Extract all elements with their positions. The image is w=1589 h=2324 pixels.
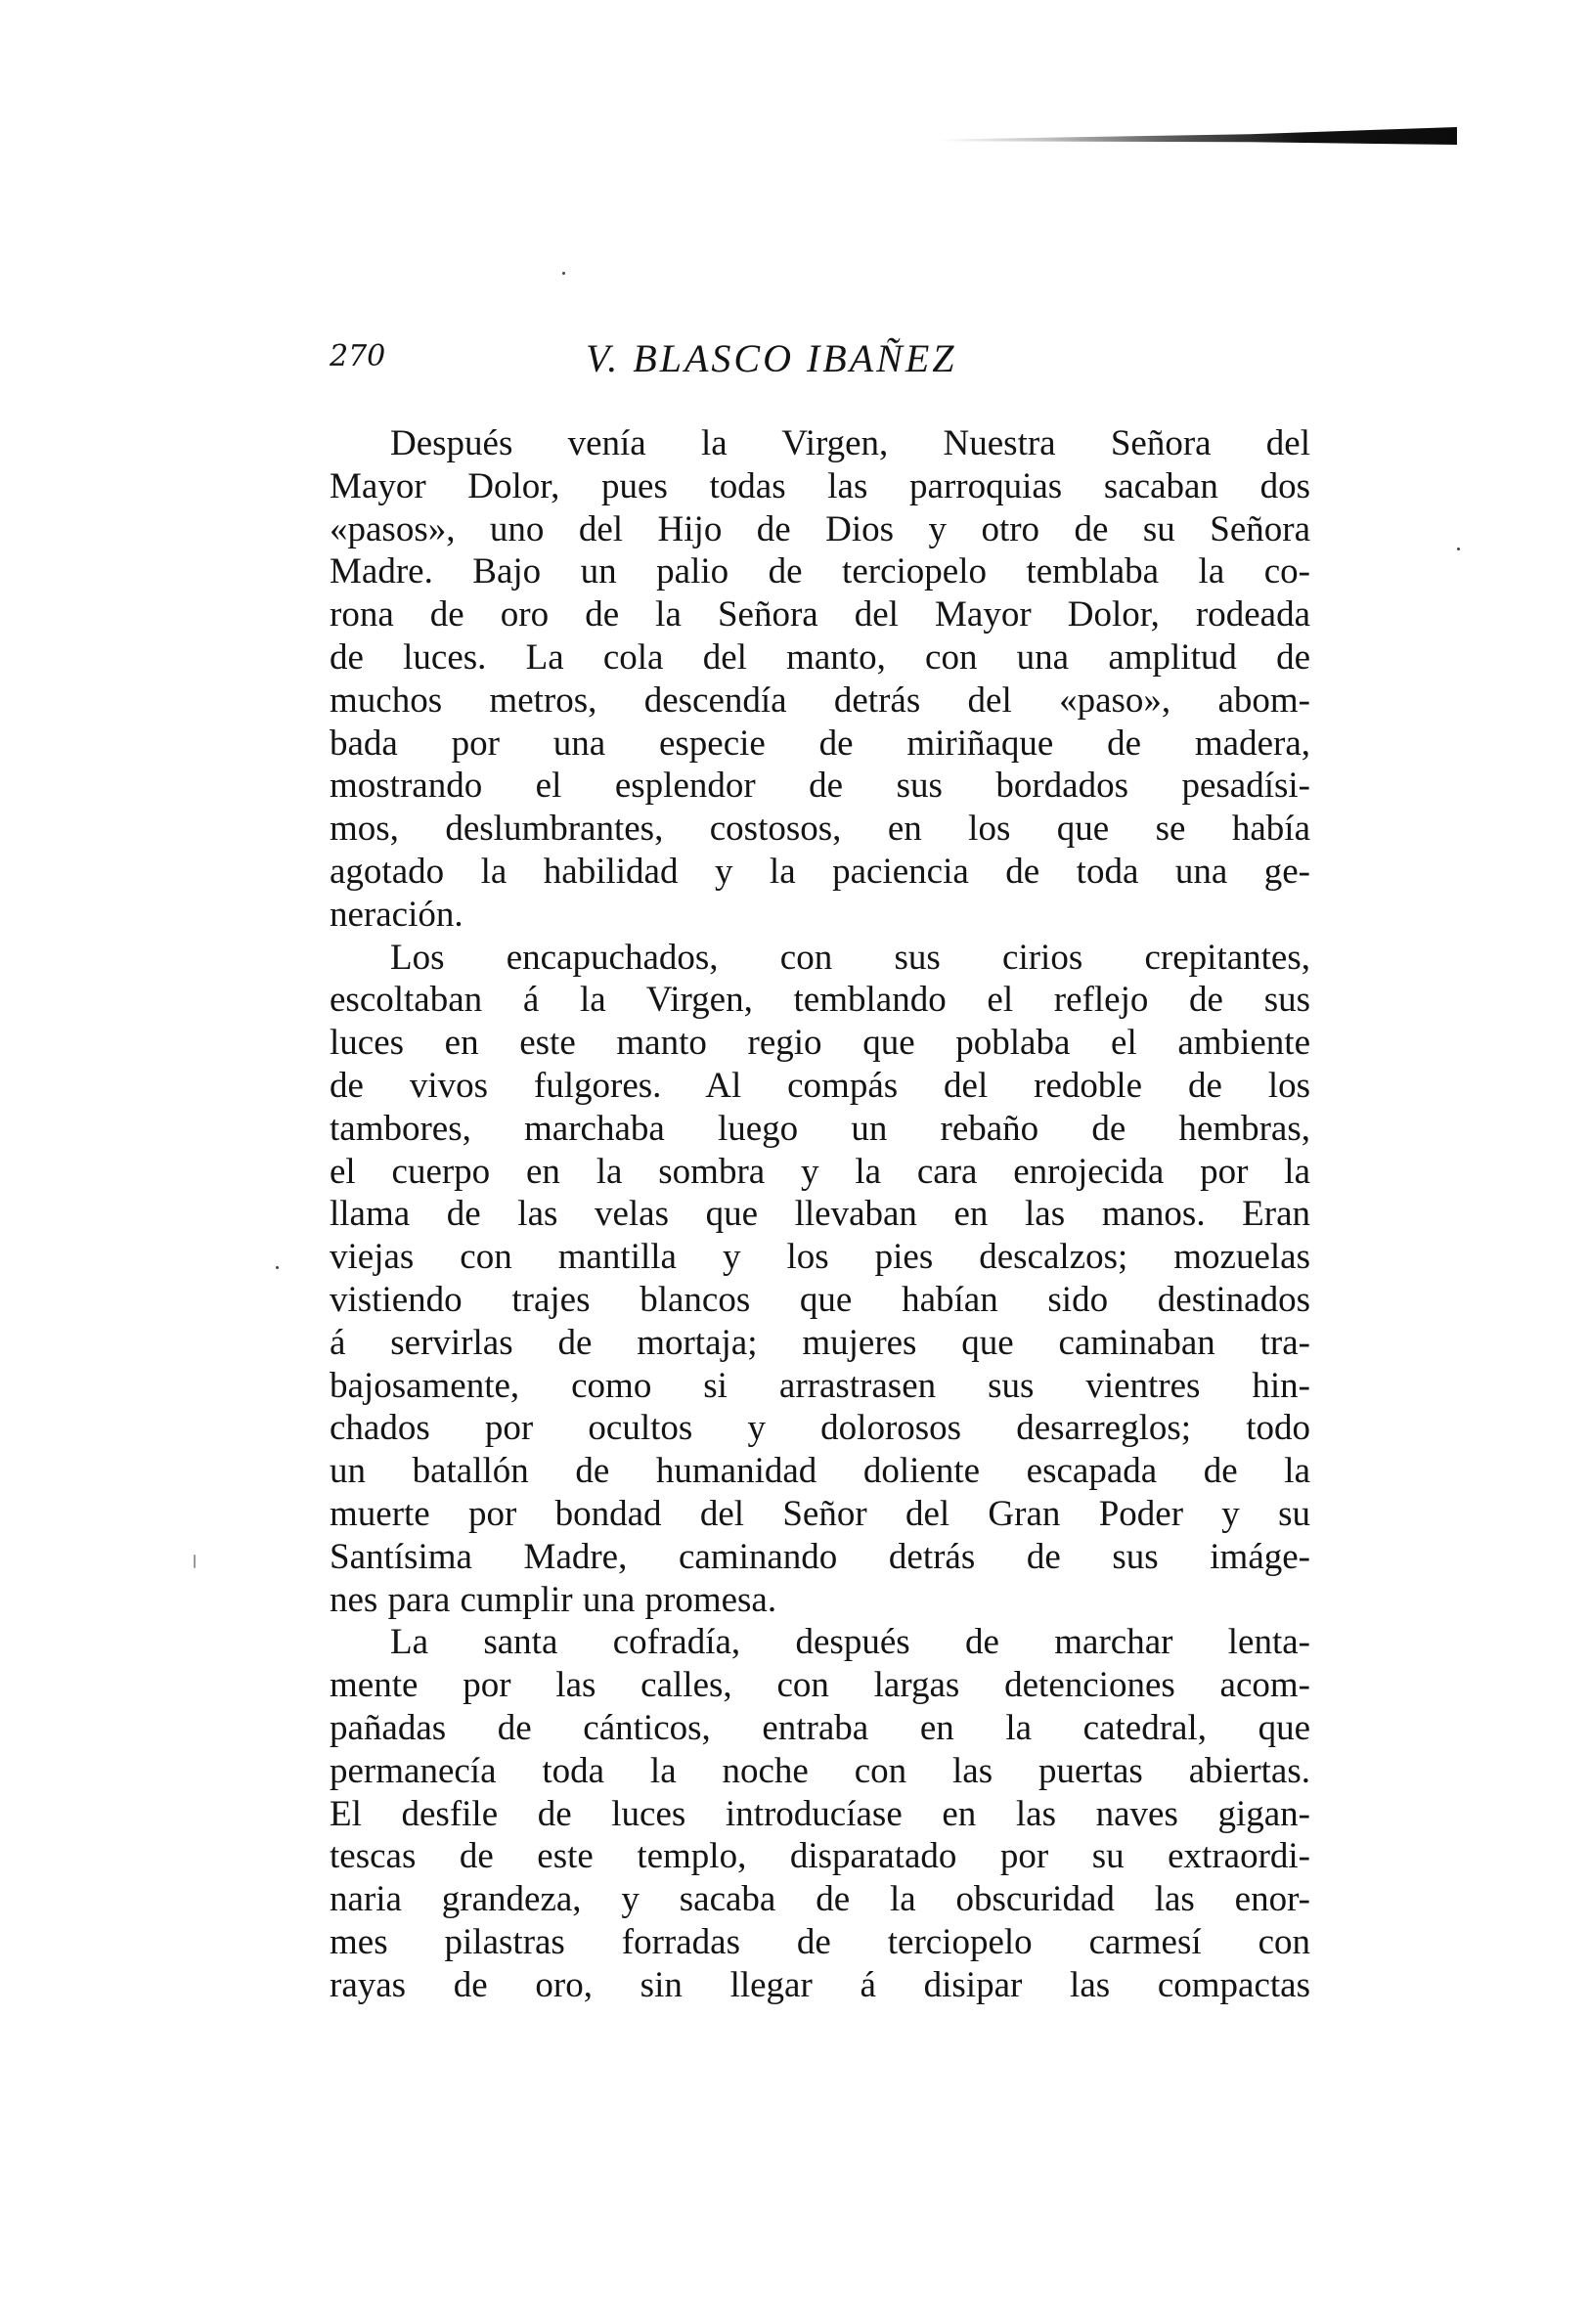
- running-header: [330, 337, 1307, 386]
- text-line: vistiendo trajes blancos que habían sido destinados: [330, 1279, 1310, 1320]
- text-line: naria grandeza, y sacaba de la obscuridad las enor-: [330, 1879, 1310, 1920]
- text-line: mos, deslumbrantes, costosos, en los que se había: [330, 809, 1310, 850]
- text-line: llama de las velas que llevaban en las manos. Eran: [330, 1194, 1310, 1235]
- text-line: tambores, marchaba luego un rebaño de hembras,: [330, 1108, 1310, 1149]
- paper-speck: [276, 1266, 279, 1269]
- text-line: nes para cumplir una promesa.: [330, 1579, 777, 1620]
- text-line: muerte por bondad del Señor del Gran Poder y su: [330, 1493, 1310, 1534]
- running-head-author: V. BLASCO IBAÑEZ: [586, 336, 957, 380]
- body-text: [330, 422, 1310, 2006]
- text-line: á servirlas de mortaja; mujeres que caminaban tra-: [330, 1322, 1310, 1363]
- text-line: agotado la habilidad y la paciencia de toda una ge-: [330, 851, 1310, 892]
- text-line: rona de oro de la Señora del Mayor Dolor, rodeada: [330, 594, 1310, 636]
- text-line: de vivos fulgores. Al compás del redoble de los: [330, 1065, 1310, 1106]
- text-line: muchos metros, descendía detrás del «paso», abom-: [330, 680, 1310, 721]
- text-line: de luces. La cola del manto, con una amplitud de: [330, 636, 1310, 678]
- text-line: neración.: [330, 894, 463, 935]
- text-line: luces en este manto regio que poblaba el ambiente: [330, 1023, 1310, 1064]
- text-line: mes pilastras forradas de terciopelo carmesí con: [330, 1921, 1310, 1962]
- text-line: pañadas de cánticos, entraba en la catedral, que: [330, 1707, 1310, 1748]
- text-line: permanecía toda la noche con las puertas abiertas.: [330, 1750, 1310, 1791]
- text-line: «pasos», uno del Hijo de Dios y otro de su Señora: [330, 508, 1310, 549]
- paper-speck: [194, 1555, 196, 1568]
- text-line: La santa cofradía, después de marchar lenta-: [390, 1622, 1310, 1663]
- paper-speck: [1457, 548, 1460, 550]
- text-line: mente por las calles, con largas detenciones acom-: [330, 1665, 1310, 1706]
- text-line: Mayor Dolor, pues todas las parroquias sacaban dos: [330, 465, 1310, 506]
- text-line: mostrando el esplendor de sus bordados pesadísi-: [330, 766, 1310, 807]
- text-line: bada por una especie de miriñaque de madera,: [330, 723, 1310, 764]
- text-line: rayas de oro, sin llegar á disipar las compactas: [330, 1964, 1310, 2005]
- text-line: un batallón de humanidad doliente escapada de la: [330, 1451, 1310, 1492]
- page-number: 270: [330, 339, 386, 373]
- text-line: viejas con mantilla y los pies descalzos; mozuelas: [330, 1237, 1310, 1278]
- text-line: Santísima Madre, caminando detrás de sus imáge-: [330, 1536, 1310, 1577]
- printed-rule-mark: [939, 127, 1457, 145]
- text-line: tescas de este templo, disparatado por su extraordi-: [330, 1836, 1310, 1877]
- text-line: el cuerpo en la sombra y la cara enrojecida por la: [330, 1151, 1310, 1192]
- text-line: Después venía la Virgen, Nuestra Señora del: [390, 423, 1310, 463]
- text-line: chados por ocultos y dolorosos desarreglos; todo: [330, 1408, 1310, 1449]
- text-line: Madre. Bajo un palio de terciopelo temblaba la co-: [330, 551, 1310, 592]
- text-line: El desfile de luces introducíase en las naves gigan-: [330, 1793, 1310, 1834]
- text-line: Los encapuchados, con sus cirios crepitantes,: [390, 937, 1310, 978]
- paper-speck: [562, 272, 565, 275]
- text-line: bajosamente, como si arrastrasen sus vientres hin-: [330, 1365, 1310, 1406]
- text-line: escoltaban á la Virgen, temblando el reflejo de sus: [330, 980, 1310, 1021]
